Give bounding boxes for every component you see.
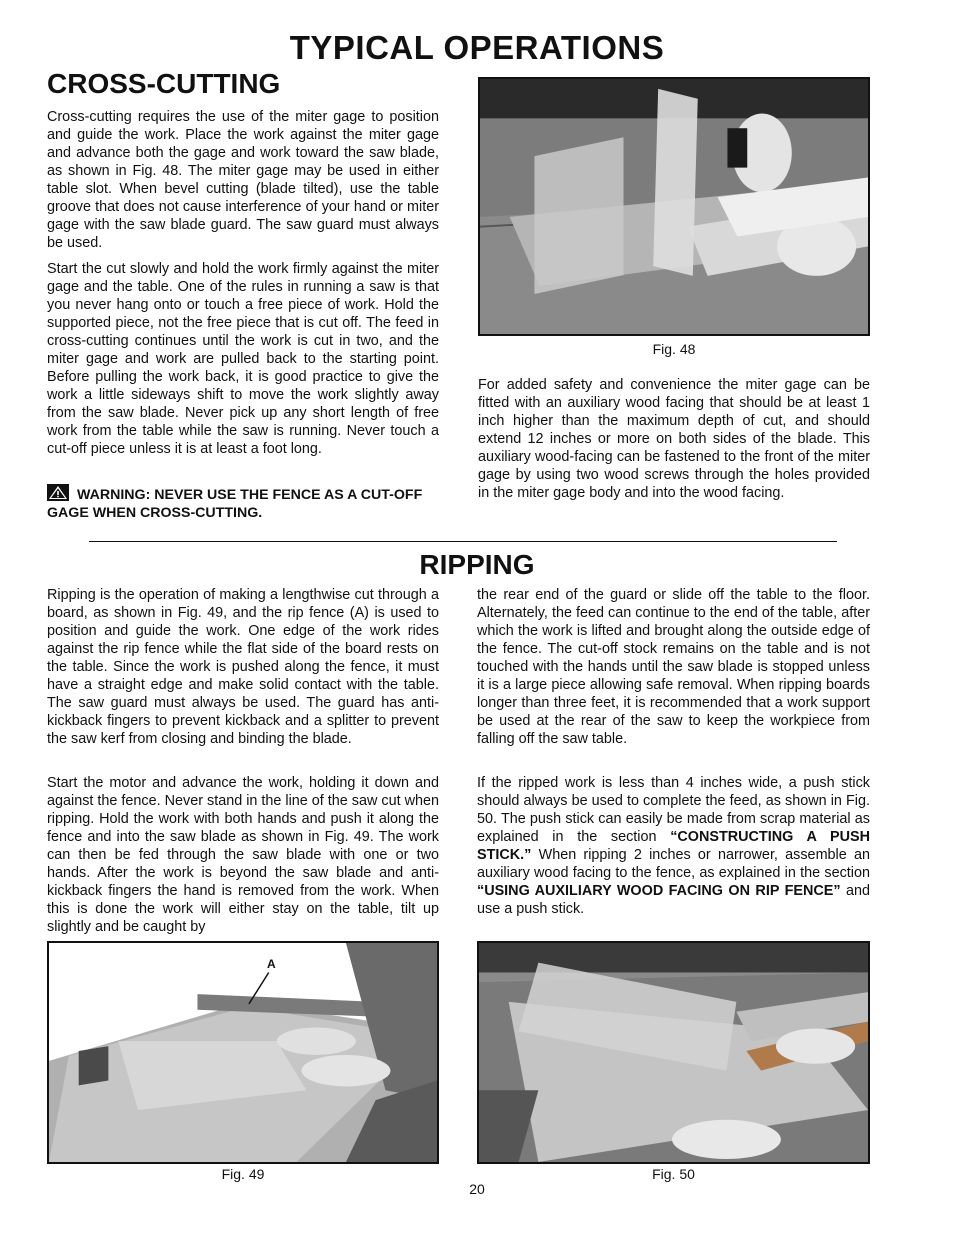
page-title: TYPICAL OPERATIONS <box>289 29 665 66</box>
warning-triangle-icon <box>47 484 69 501</box>
ripping-paragraph-1: Ripping is the operation of making a lengthwise cut through a board, as shown in Fig. 49, and the rip fence (A) is used to position and guide the work. One edge of the work rides against the rip fence while the flat side of the board rests on the table. Since the work is pushed along the fence, it must have a straight edge and make solid contact with the table. The saw guard must always be used. The guard has anti-kickback fingers to prevent kickback and a splitter to prevent the saw kerf from closing and binding the blade. <box>47 587 439 747</box>
ripping-paragraph-2: Start the motor and advance the work, holding it down and against the fence. Never stand in the line of the saw cut when ripping. Hold the work with both hands and push it along the fence and into the saw blade as shown in Fig. 49. The work can then be fed through the saw blade with one or two hands. After the work is beyond the saw blade and anti-kickback fingers the hand is removed from the work. When this is done the work will either stay on the table, tilt up slightly and be caught by <box>47 775 439 935</box>
page-number: 20 <box>469 1181 485 1197</box>
figure-48-image <box>478 77 870 336</box>
fig49-label-a: A <box>267 957 276 971</box>
figure-49-caption: Fig. 49 <box>221 1166 265 1182</box>
figure-50-image <box>477 941 870 1164</box>
figure-50-caption: Fig. 50 <box>652 1166 695 1182</box>
crosscutting-heading: CROSS-CUTTING <box>47 68 281 99</box>
crosscutting-warning <box>47 484 439 522</box>
figure-48-caption: Fig. 48 <box>652 341 696 357</box>
ripping-paragraph-4: If the ripped work is less than 4 inches wide, a push stick should always be used to complete the feed, as shown in Fig. 50. The push stick can easily be made from scrap material as explained in the section “CONSTRUCTING A PUSH STICK.” When ripping 2 inches or narrower, assemble an auxiliary wood facing to the fence, as explained in the section “USING AUXILIARY WOOD FACING ON RIP FENCE” and use a push stick. <box>477 775 870 917</box>
figure-49-image <box>47 941 439 1164</box>
ripping-heading: RIPPING <box>419 549 535 580</box>
section-divider <box>89 541 837 542</box>
crosscutting-paragraph-2: Start the cut slowly and hold the work firmly against the miter gage and the table. One of the rules in running a saw is that you never hang onto or touch a free piece of work. Hold the supported piece, not the free piece that is cut off. The feed in cross-cutting continues until the work is cut in two, and the miter gage and work are pulled back to the starting point. Before pulling the work back, it is good practice to give the work a little sideways shift to move the work slightly away from the saw blade. Never pick up any short length of free work from the table while the saw is running. Never touch a cut-off piece unless it is at least a foot long. <box>47 261 439 457</box>
crosscutting-paragraph-1: Cross-cutting requires the use of the miter gage to position and guide the work. Place the work against the miter gage and advance both the gage and work toward the saw blade, as shown in Fig. 48. The miter gage may be used in either table slot. When bevel cutting (blade tilted), use the table groove that does not cause interference of your hand or miter gage with the saw blade guard. The saw guard must always be used. <box>47 109 439 251</box>
ripping-paragraph-3: the rear end of the guard or slide off the table to the floor. Alternately, the feed can continue to the end of the table, after which the work is lifted and brought along the outside edge of the fence. The cut-off stock remains on the table and is not touched with the hands until the saw blade is stopped unless it is a large piece allowing safe removal. When ripping boards longer than three feet, it is recommended that a work support be used at the rear of the saw to keep the workpiece from falling off the saw table. <box>477 587 870 747</box>
crosscutting-paragraph-3: For added safety and convenience the miter gage can be fitted with an auxiliary wood facing that should be at least 1 inch higher than the maximum depth of cut, and should extend 12 inches or more on both sides of the blade. This auxiliary wood-facing can be fastened to the front of the miter gage by using two wood screws through the holes provided in the miter gage body and into the wood facing. <box>478 377 870 501</box>
warning-text: WARNING: NEVER USE THE FENCE AS A CUT-OFF GAGE WHEN CROSS-CUTTING. <box>47 487 423 521</box>
